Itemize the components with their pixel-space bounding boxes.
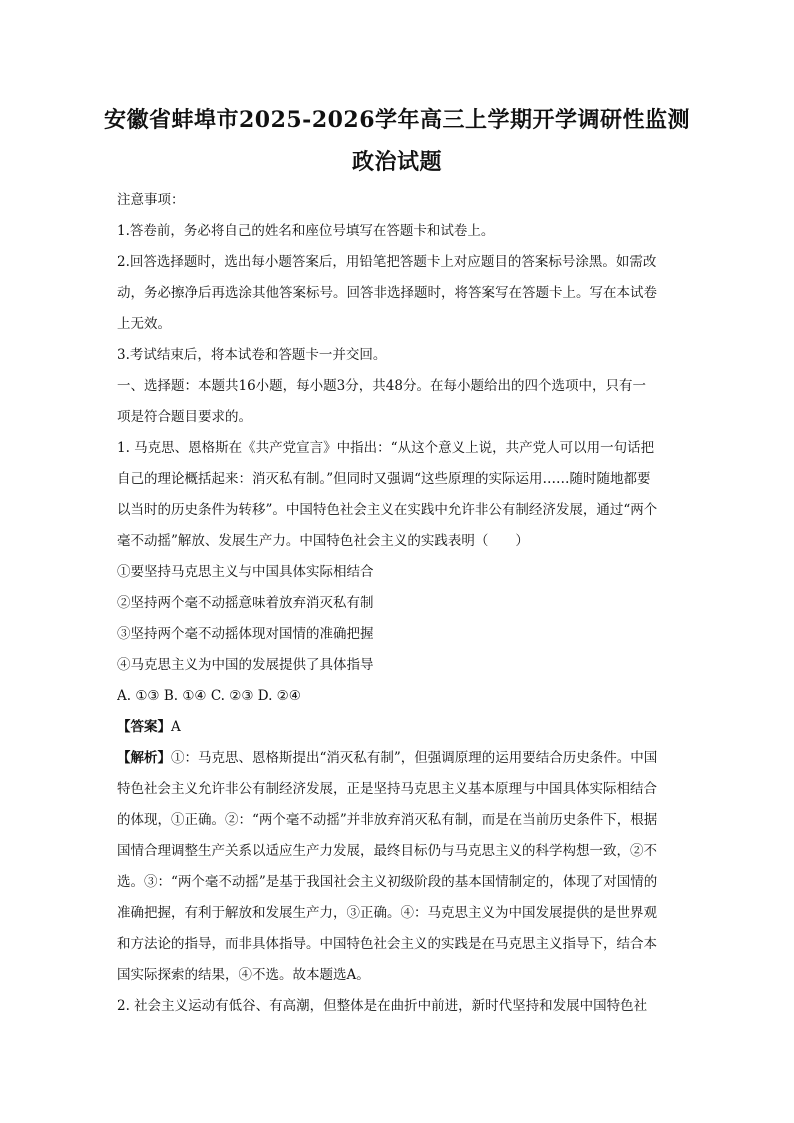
question-1-explanation-line-1 [117, 743, 677, 774]
notes-item-1: 1.答卷前，务必将自己的姓名和座位号填写在答题卡和试卷上。 [117, 223, 495, 239]
notes-item-2-line-2: 动，务必擦净后再选涂其他答案标号。回答非选择题时，将答案写在答题卡上。写在本试卷 [117, 285, 657, 301]
document-title: 安徽省蚌埠市2025-2026学年高三上学期开学调研性监测 [103, 107, 691, 133]
notes-heading: 注意事项： [117, 192, 185, 208]
question-1-explanation-line-8: 国实际探索的结果，④不选。故本题选A。 [117, 967, 370, 983]
question-1-choices: A. ①③ B. ①④ C. ②③ D. ②④ [117, 688, 301, 704]
question-1-stem-line-2: 自己的理论概括起来：消灭私有制。”但同时又强调“这些原理的实际运用……随时随地都要 [117, 471, 651, 487]
notes-item-2-line-3: 上无效。 [117, 316, 171, 332]
question-1-option-2: ②坚持两个毫不动摇意味着放弃消灭私有制 [117, 595, 374, 611]
question-1-option-4: ④马克思主义为中国的发展提供了具体指导 [117, 657, 374, 673]
question-1-answer [117, 712, 677, 743]
question-1-explanation-line-4: 国情合理调整生产关系以适应生产力发展，最终目标仍与马克思主义的科学构想一致，②不 [117, 843, 657, 859]
question-1-option-3: ③坚持两个毫不动摇体现对国情的准确把握 [117, 626, 374, 642]
question-1-stem-line-4: 毫不动摇”解放、发展生产力。中国特色社会主义的实践表明（ ） [117, 533, 529, 549]
question-1-option-1: ①要坚持马克思主义与中国具体实际相结合 [117, 564, 374, 580]
question-2-stem-line-1: 2. 社会主义运动有低谷、有高潮，但整体是在曲折中前进，新时代坚持和发展中国特色社 [117, 998, 648, 1014]
answer-value: A [171, 719, 181, 735]
question-1-stem-line-1: 1. 马克思、恩格斯在《共产党宣言》中指出：“从这个意义上说，共产党人可以用一句话把 [117, 440, 655, 456]
document-body [117, 185, 677, 1022]
question-1-explanation-line-2: 特色社会主义允许非公有制经济发展，正是坚持马克思主义基本原理与中国具体实际相结合 [117, 781, 657, 797]
answer-label: 【答案】 [117, 719, 171, 735]
notes-item-3: 3.考试结束后，将本试卷和答题卡一并交回。 [117, 347, 387, 363]
question-1-explanation-line-7: 和方法论的指导，而非具体指导。中国特色社会主义的实践是在马克思主义指导下，结合本 [117, 936, 657, 952]
section-heading-line-2: 项是符合题目要求的。 [117, 409, 252, 425]
question-1-stem-line-3: 以当时的历史条件为转移”。中国特色社会主义在实践中允许非公有制经济发展，通过“两个 [117, 502, 658, 518]
question-1-explanation-line-3: 的体现，①正确。②：“两个毫不动摇”并非放弃消灭私有制，而是在当前历史条件下，根据 [117, 812, 658, 828]
explanation-text: ①：马克思、恩格斯提出“消灭私有制”，但强调原理的运用要结合历史条件。中国 [171, 750, 658, 766]
section-heading-line-1: 一、选择题：本题共16小题，每小题3分，共48分。在每小题给出的四个选项中，只有一 [117, 378, 646, 394]
explanation-label: 【解析】 [117, 750, 171, 766]
question-1-explanation-line-6: 准确把握，有利于解放和发展生产力，③正确。④：马克思主义为中国发展提供的是世界观 [117, 905, 657, 921]
document-subtitle: 政治试题 [351, 149, 442, 175]
notes-item-2-line-1: 2.回答选择题时，选出每小题答案后，用铅笔把答题卡上对应题目的答案标号涂黑。如需改 [117, 254, 657, 270]
question-1-explanation-line-5: 选。③：“两个毫不动摇”是基于我国社会主义初级阶段的基本国情制定的，体现了对国情的 [117, 874, 658, 890]
